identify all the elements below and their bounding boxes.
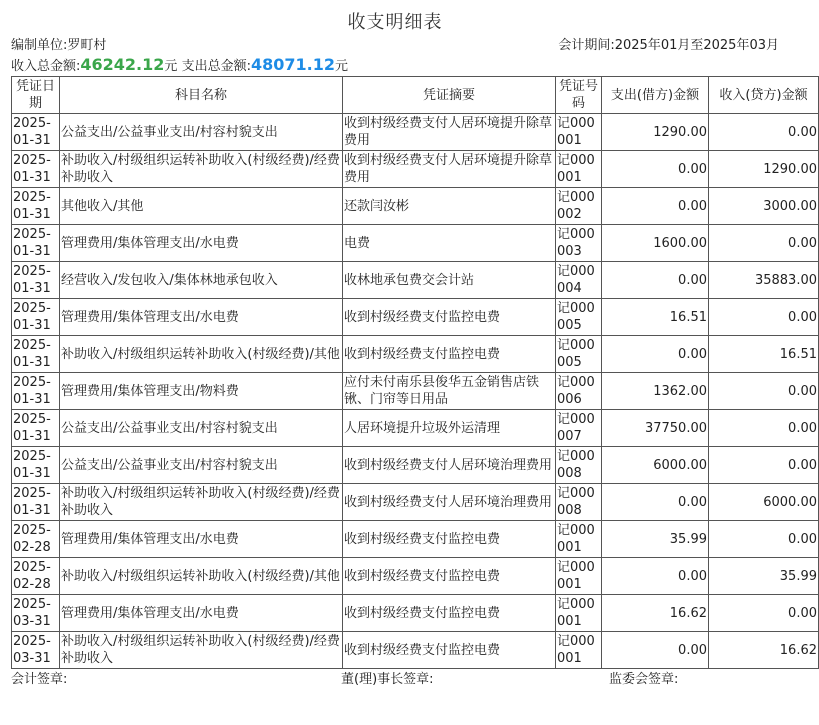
- accountant-signature: 会计签章:: [11, 672, 68, 687]
- table-row: [12, 632, 819, 669]
- cell-voucher-date: 2025-01-31: [12, 262, 60, 299]
- cell-credit-amount: 0.00: [709, 447, 819, 484]
- cell-voucher-number: 记000006: [556, 373, 602, 410]
- table-row: [12, 447, 819, 484]
- cell-voucher-number: 记000001: [556, 114, 602, 151]
- cell-voucher-number: 记000005: [556, 336, 602, 373]
- cell-voucher-date: 2025-01-31: [12, 410, 60, 447]
- cell-voucher-date: 2025-01-31: [12, 225, 60, 262]
- cell-debit-amount: 1362.00: [602, 373, 709, 410]
- cell-voucher-number: 记000001: [556, 632, 602, 669]
- table-header-row: [12, 77, 819, 114]
- cell-credit-amount: 0.00: [709, 225, 819, 262]
- cell-account-name: 补助收入/村级组织运转补助收入(村级经费)/经费补助收入: [60, 484, 343, 521]
- cell-voucher-number: 记000008: [556, 447, 602, 484]
- cell-voucher-date: 2025-01-31: [12, 484, 60, 521]
- cell-voucher-summary: 收到村级经费支付人居环境提升除草费用: [343, 151, 556, 188]
- cell-debit-amount: 1600.00: [602, 225, 709, 262]
- cell-debit-amount: 0.00: [602, 632, 709, 669]
- cell-voucher-date: 2025-01-31: [12, 188, 60, 225]
- director-signature: 董(理)事长签章:: [341, 672, 434, 687]
- cell-voucher-number: 记000007: [556, 410, 602, 447]
- income-total-label: 收入总金额:: [11, 59, 81, 74]
- cell-voucher-date: 2025-01-31: [12, 151, 60, 188]
- expense-total-unit: 元: [334, 59, 348, 74]
- cell-account-name: 经营收入/发包收入/集体林地承包收入: [60, 262, 343, 299]
- table-row: [12, 558, 819, 595]
- cell-account-name: 补助收入/村级组织运转补助收入(村级经费)/经费补助收入: [60, 632, 343, 669]
- cell-credit-amount: 0.00: [709, 373, 819, 410]
- cell-account-name: 公益支出/公益事业支出/村容村貌支出: [60, 410, 343, 447]
- cell-account-name: 公益支出/公益事业支出/村容村貌支出: [60, 114, 343, 151]
- expense-total-amount: 48071.12: [250, 55, 335, 74]
- cell-voucher-date: 2025-02-28: [12, 558, 60, 595]
- cell-voucher-date: 2025-01-31: [12, 336, 60, 373]
- table-row: [12, 373, 819, 410]
- accounting-period: 会计期间:2025年01月至2025年03月: [558, 38, 779, 53]
- table-row: [12, 299, 819, 336]
- cell-voucher-number: 记000008: [556, 484, 602, 521]
- cell-voucher-summary: 收林地承包费交会计站: [343, 262, 556, 299]
- totals-line: [11, 55, 779, 75]
- header-debit-amount: 支出(借方)金额: [602, 77, 709, 114]
- cell-voucher-number: 记000001: [556, 151, 602, 188]
- signature-row: [11, 671, 779, 689]
- ledger-body: [12, 114, 819, 669]
- cell-account-name: 补助收入/村级组织运转补助收入(村级经费)/其他: [60, 336, 343, 373]
- cell-account-name: 管理费用/集体管理支出/水电费: [60, 595, 343, 632]
- cell-voucher-summary: 收到村级经费支付人居环境治理费用: [343, 484, 556, 521]
- cell-debit-amount: 16.62: [602, 595, 709, 632]
- table-row: [12, 225, 819, 262]
- cell-debit-amount: 0.00: [602, 336, 709, 373]
- cell-voucher-summary: 应付未付南乐县俊华五金销售店铁锹、门帘等日用品: [343, 373, 556, 410]
- header-voucher-number: 凭证号码: [556, 77, 602, 114]
- cell-voucher-date: 2025-01-31: [12, 299, 60, 336]
- table-row: [12, 262, 819, 299]
- cell-credit-amount: 0.00: [709, 410, 819, 447]
- cell-account-name: 管理费用/集体管理支出/水电费: [60, 299, 343, 336]
- cell-debit-amount: 0.00: [602, 558, 709, 595]
- income-total-unit: 元: [164, 59, 178, 74]
- cell-debit-amount: 0.00: [602, 262, 709, 299]
- table-row: [12, 151, 819, 188]
- cell-voucher-date: 2025-02-28: [12, 521, 60, 558]
- cell-debit-amount: 1290.00: [602, 114, 709, 151]
- cell-debit-amount: 16.51: [602, 299, 709, 336]
- cell-voucher-number: 记000001: [556, 558, 602, 595]
- cell-debit-amount: 35.99: [602, 521, 709, 558]
- table-row: [12, 484, 819, 521]
- table-row: [12, 114, 819, 151]
- header-voucher-date: 凭证日期: [12, 77, 60, 114]
- cell-debit-amount: 37750.00: [602, 410, 709, 447]
- cell-credit-amount: 1290.00: [709, 151, 819, 188]
- cell-credit-amount: 0.00: [709, 521, 819, 558]
- cell-voucher-date: 2025-03-31: [12, 595, 60, 632]
- report-title: 收支明细表: [347, 12, 443, 33]
- cell-voucher-number: 记000004: [556, 262, 602, 299]
- cell-voucher-summary: 收到村级经费支付人居环境提升除草费用: [343, 114, 556, 151]
- header-credit-amount: 收入(贷方)金额: [709, 77, 819, 114]
- income-total-amount: 46242.12: [80, 55, 165, 74]
- cell-account-name: 补助收入/村级组织运转补助收入(村级经费)/其他: [60, 558, 343, 595]
- cell-voucher-date: 2025-01-31: [12, 447, 60, 484]
- cell-credit-amount: 0.00: [709, 114, 819, 151]
- report-meta: [11, 37, 779, 55]
- cell-voucher-date: 2025-03-31: [12, 632, 60, 669]
- cell-credit-amount: 0.00: [709, 299, 819, 336]
- cell-debit-amount: 6000.00: [602, 447, 709, 484]
- cell-debit-amount: 0.00: [602, 151, 709, 188]
- cell-voucher-summary: 电费: [343, 225, 556, 262]
- cell-credit-amount: 35.99: [709, 558, 819, 595]
- cell-voucher-summary: 收到村级经费支付监控电费: [343, 336, 556, 373]
- table-row: [12, 595, 819, 632]
- table-row: [12, 188, 819, 225]
- cell-voucher-summary: 还款闫汝彬: [343, 188, 556, 225]
- cell-voucher-summary: 人居环境提升垃圾外运清理: [343, 410, 556, 447]
- cell-voucher-number: 记000001: [556, 595, 602, 632]
- cell-debit-amount: 0.00: [602, 188, 709, 225]
- cell-voucher-summary: 收到村级经费支付监控电费: [343, 558, 556, 595]
- table-row: [12, 410, 819, 447]
- cell-voucher-date: 2025-01-31: [12, 114, 60, 151]
- cell-credit-amount: 3000.00: [709, 188, 819, 225]
- cell-voucher-summary: 收到村级经费支付人居环境治理费用: [343, 447, 556, 484]
- cell-voucher-date: 2025-01-31: [12, 373, 60, 410]
- ledger-table: [11, 76, 819, 669]
- cell-voucher-summary: 收到村级经费支付监控电费: [343, 632, 556, 669]
- cell-account-name: 补助收入/村级组织运转补助收入(村级经费)/经费补助收入: [60, 151, 343, 188]
- expense-total-label: 支出总金额:: [181, 59, 251, 74]
- cell-account-name: 其他收入/其他: [60, 188, 343, 225]
- cell-account-name: 管理费用/集体管理支出/水电费: [60, 225, 343, 262]
- header-voucher-summary: 凭证摘要: [343, 77, 556, 114]
- cell-credit-amount: 6000.00: [709, 484, 819, 521]
- cell-credit-amount: 0.00: [709, 595, 819, 632]
- cell-voucher-number: 记000003: [556, 225, 602, 262]
- cell-debit-amount: 0.00: [602, 484, 709, 521]
- cell-account-name: 公益支出/公益事业支出/村容村貌支出: [60, 447, 343, 484]
- cell-voucher-number: 记000005: [556, 299, 602, 336]
- cell-credit-amount: 35883.00: [709, 262, 819, 299]
- cell-credit-amount: 16.62: [709, 632, 819, 669]
- cell-credit-amount: 16.51: [709, 336, 819, 373]
- supervisor-signature: 监委会签章:: [609, 672, 679, 687]
- compiling-unit: 编制单位:罗町村: [11, 38, 107, 53]
- cell-voucher-number: 记000001: [556, 521, 602, 558]
- cell-voucher-summary: 收到村级经费支付监控电费: [343, 521, 556, 558]
- cell-voucher-summary: 收到村级经费支付监控电费: [343, 299, 556, 336]
- cell-voucher-number: 记000002: [556, 188, 602, 225]
- table-row: [12, 521, 819, 558]
- cell-account-name: 管理费用/集体管理支出/物料费: [60, 373, 343, 410]
- cell-account-name: 管理费用/集体管理支出/水电费: [60, 521, 343, 558]
- cell-voucher-summary: 收到村级经费支付监控电费: [343, 595, 556, 632]
- header-account-name: 科目名称: [60, 77, 343, 114]
- table-row: [12, 336, 819, 373]
